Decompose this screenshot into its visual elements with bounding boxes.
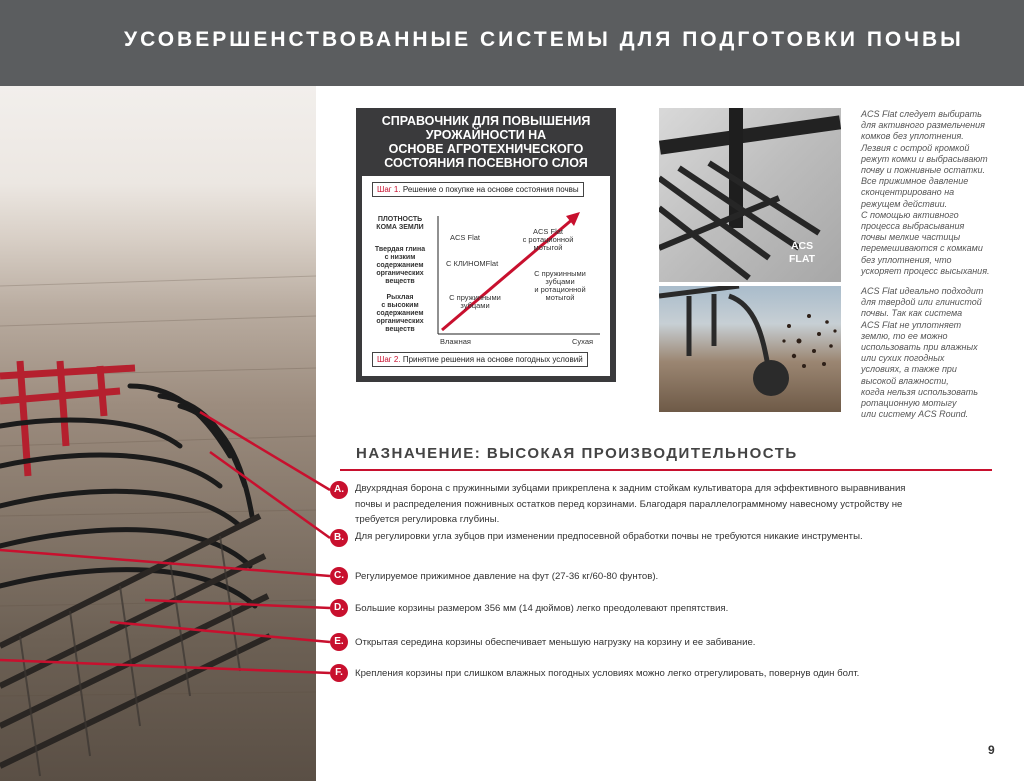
note-line: ротационную мотыгу [861,398,957,409]
label-line: С пружинными [449,293,501,302]
label-line: зубцами [460,301,490,310]
feature-line: Большие корзины размером 356 мм (14 дюймов) легко преодолевают препятствия. [355,603,729,614]
label-line: мотыгой [545,293,575,302]
yield-guide-chart [356,108,616,382]
label-line: ACS Flat [532,227,563,236]
side-note-2 [861,286,996,420]
note-line: режущем действии. [861,198,948,209]
acs-flat-label [789,240,815,266]
y-low-label [364,294,436,334]
note-line: когда нельзя использовать [861,386,978,397]
side-note-1 [861,109,996,277]
label-line: ПЛОТНОСТЬ [377,216,423,223]
note-line: С помощью активного [861,209,959,220]
note-line: ACS Flat идеально подходит [861,286,984,296]
label-line: веществ [385,326,415,333]
acs-flat-field-photo [659,286,841,412]
feature-b [355,529,955,545]
badge-f: F. [330,664,348,682]
note-line: условиях, а также при [861,364,957,375]
label-line: ACS [790,240,814,252]
note-line: ускоряет процесс высыхания. [861,265,990,276]
label-line: содержанием [376,310,424,317]
note-line: для активного размельчения [861,120,985,131]
page-number: 9 [988,743,995,757]
note-line: ACS Flat не уплотняет [861,319,962,330]
badge-e: E. [330,633,348,651]
note-line: почвы мелкие частицы [861,232,961,243]
label-spring-teeth [442,294,508,310]
purpose-divider [340,469,992,471]
note-line: процесса выбрасывания [861,221,965,232]
feature-d [355,601,955,617]
chart-title [356,114,616,170]
feature-e [355,635,955,651]
label-spring-teeth-roller [524,270,596,302]
label-line: с низким [384,254,416,261]
note-line: сконцентрировано на [861,187,955,198]
chart-title-line: УРОЖАЙНОСТИ НА [425,128,547,142]
note-line: перемешиваются с комками [861,243,983,254]
note-line: ACS Flat следует выбирать [861,109,982,119]
feature-c [355,569,955,585]
feature-f [355,666,955,682]
chart-title-line: СОСТОЯНИЯ ПОСЕВНОГО СЛОЯ [384,156,588,170]
y-axis-label [364,216,436,232]
chart-panel [362,176,610,376]
label-acs-flat: ACS Flat [450,233,481,242]
note-line: высокой влажности, [861,375,949,386]
feature-line: Для регулировки угла зубцов при изменении предпосевной обработки почвы не требуются никакие инструменты. [355,531,863,542]
feature-line: Открытая середина корзины обеспечивает меньшую нагрузку на корзину и ее забивание. [355,637,756,648]
feature-line: Двухрядная борона с пружинными зубцами прикреплена к задним стойкам культиватора для эффективного выравнивания [355,483,906,494]
step-2-box [372,352,588,367]
note-line: Лезвия с острой кромкой [861,142,970,153]
feature-a [355,481,955,528]
label-line: зубцами [545,277,575,286]
purpose-title: НАЗНАЧЕНИЕ: ВЫСОКАЯ ПРОИЗВОДИТЕЛЬНОСТЬ [356,445,798,462]
badge-c: C. [330,567,348,585]
label-line: Рыхлая [386,294,414,301]
chart-title-line: СПРАВОЧНИК ДЛЯ ПОВЫШЕНИЯ [381,114,591,128]
label-line: КОМА ЗЕМЛИ [376,224,424,231]
note-line: или сухих погодных [861,353,945,364]
harrow-illustration [0,86,316,781]
label-line: органических [376,318,424,325]
feature-line: Крепления корзины при слишком влажных погодных условиях можно легко отрегулировать, повернув один болт. [355,668,860,679]
acs-flat-photo [659,108,841,282]
chart-title-line: ОСНОВЕ АГРОТЕХНИЧЕСКОГО [388,142,584,156]
y-high-label [364,246,436,286]
label-line: и ротационной [534,285,586,294]
note-line: без уплотнения, что [861,254,952,265]
note-line: почвы. Так как система [861,308,963,319]
x-right-label: Сухая [572,337,594,346]
note-line: почву и пожнивные остатки. [861,165,985,176]
badge-a: A. [330,481,348,499]
page-header [0,0,1024,86]
x-left-label: Влажная [440,337,471,346]
step-2-text: Принятие решения на основе погодных условий [402,355,583,364]
label-line: органических [376,270,424,277]
label-line: с ротационной [522,235,574,244]
label-line: Твердая глина [374,246,426,253]
label-line: мотыгой [533,243,563,252]
step-2-prefix: Шаг 2. [377,355,401,364]
note-line: для твердой или глинистой [861,297,982,308]
badge-b: B. [330,529,348,547]
badge-d: D. [330,599,348,617]
label-line: С пружинными [534,269,586,278]
feature-line: требуется регулировка глубины. [355,514,500,525]
page-title: УСОВЕРШЕНСТВОВАННЫЕ СИСТЕМЫ ДЛЯ ПОДГОТОВКИ ПОЧВЫ [124,28,964,51]
note-line: режут комки и выбрасывают [861,153,988,164]
soil-spray-drawing [659,286,841,412]
note-line: землю, то ее можно [861,330,948,341]
note-line: Все прижимное давление [861,176,969,187]
label-line: FLAT [789,253,816,265]
note-line: использовать при влажных [861,342,978,353]
label-line: содержанием [376,262,424,269]
label-line: с высоким [381,302,419,309]
note-line: комков без уплотнения. [861,131,964,142]
label-klinom-flat: С КЛИНОМFlat [446,259,499,268]
feature-line: Регулируемое прижимное давление на фут (27-36 кг/60-80 фунтов). [355,571,659,582]
step-1-prefix: Шаг 1. [377,185,401,194]
note-line: или систему ACS Round. [861,409,969,420]
harrow-photo [0,86,316,781]
step-1-text: Решение о покупке на основе состояния почвы [402,185,579,194]
feature-line: почвы и распределения пожнивных остатков перед корзинами. Благодаря параллелограммному навесному устройству не [355,498,903,510]
label-acs-flat-roller [512,228,584,252]
label-line: веществ [385,278,415,285]
